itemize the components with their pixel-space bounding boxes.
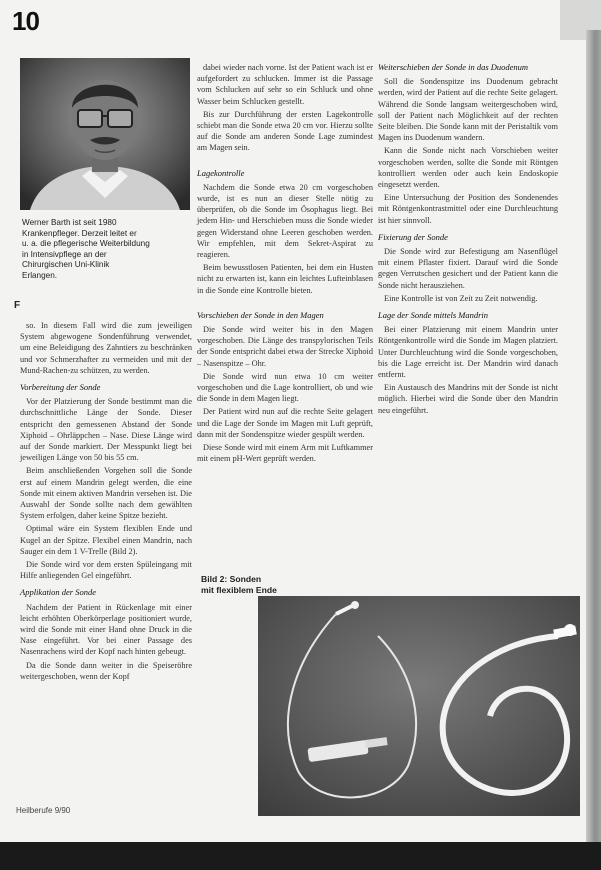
section-heading: Vorbereitung der Sonde [20, 382, 101, 393]
section-heading: Lagekontrolle [197, 167, 245, 178]
page-footer: Heilberufe 9/90 [16, 806, 71, 815]
text-column-3 [378, 62, 558, 418]
paragraph: Die Sonde wird zur Befestigung am Nasenflügel mit einem Pflaster fixiert. Darauf wird die Sonde gegen Verrutschen gesichert und der Patient kann die Sonde nicht herausziehen. [378, 247, 558, 290]
author-caption [22, 218, 186, 282]
text-column-2 [197, 62, 373, 467]
figure-caption [201, 574, 277, 595]
paragraph: Ein Austausch des Mandrins mit der Sonde ist nicht möglich. Hierbei wird die Sonde über den Mandrin neu eingeführt. [378, 383, 558, 415]
paragraph: Die Sonde wird weiter bis in den Magen vorgeschoben. Die Länge des transpylorischen Teils der Sonde entspricht dabei etwa der Strecke Xiphoid – Nasenspitze – Ohr. [197, 325, 373, 368]
paragraph: Optimal wäre ein System flexiblen Ende und Kugel an der Spitze. Flexibel einen Mandrin, nach Sauger ein dem 1 V-Trelle (Bild 2). [20, 524, 192, 556]
paragraph: Bei einer Platzierung mit einem Mandrin unter Röntgenkontrolle wird die Sonde im Magen platziert. Unter Durchleuchtung wird die Sonde vorgeschoben, bis die Lage erreicht ist. Der Mandrin wird danach entfernt. [378, 325, 558, 380]
paragraph: Eine Untersuchung der Position des Sondenendes mit Röntgenkontrastmittel oder eine Durchleuchtung ist hier sinnvoll. [378, 193, 558, 225]
paragraph: Vor der Platzierung der Sonde bestimmt man die durchschnittliche Länge der Sonde. Dieser entspricht den gemessenen Abstand der Sonde Xiphoid – Ohrläppchen – Nase. Diese Länge wird auf der Sonde markiert. Der Messpunkt liegt bei jeweiligen Länge von 50 bis 55 cm. [20, 397, 192, 463]
caption-line: Erlangen. [22, 270, 58, 280]
paragraph: Beim anschließenden Vorgehen soll die Sonde erst auf einem Mandrin gelegt werden, die eine Sonde mit einem aktiven Mandrin versehen ist. Die Auswahl der Sonde sollte nach dem gewählten System erfolgen, daher keine Spitze bezieht. [20, 466, 192, 521]
caption-line: in Intensivpflege an der [22, 249, 107, 259]
paragraph: Beim bewusstlosen Patienten, bei dem ein Husten nicht zu erwarten ist, kann ein leichtes Lufteinblasen in die Sonde eine Kontrolle bieten. [197, 263, 373, 295]
caption-line: u. a. die pflegerische Weiterbildung [22, 239, 150, 249]
paragraph: Bis zur Durchführung der ersten Lagekontrolle schiebt man die Sonde etwa 20 cm vor. Hierzu sollte auf die Sonde am anderen Sonde Lage zumindest am Magen sein. [197, 109, 373, 153]
caption-line: Werner Barth ist seit 1980 [22, 218, 117, 227]
paragraph: Soll die Sondenspitze ins Duodenum gebracht werden, wird der Patient auf die rechte Seite gelagert. Während die Sonde langsam weitergeschoben wird, soll der Patient nach Möglichkeit auf der rechten Seite bleiben. Die Sonde kann mit der Peristaltik vom Magen ins Duodenum wandern. [378, 77, 558, 143]
paragraph: Der Patient wird nun auf die rechte Seite gelagert und die Lage der Sonde im Magen mit Luft geprüft, dann mit der Sondenspitze wieder gespült werden. [197, 407, 373, 439]
figure-caption-line: mit flexiblem Ende [201, 584, 277, 595]
paragraph: Die Sonde wird nun etwa 10 cm weiter vorgeschoben und die Lage kontrolliert, ob und wie die Sonde in dem Magen liegt. [197, 371, 373, 404]
figure-caption-line: Bild 2: Sonden [201, 574, 262, 584]
tube-photo [258, 596, 580, 816]
section-heading: Applikation der Sonde [20, 587, 97, 598]
paragraph: Eine Kontrolle ist von Zeit zu Zeit notwendig. [384, 293, 538, 303]
text-column-1 [20, 320, 192, 684]
author-photo [20, 58, 190, 210]
paragraph: Nachdem die Sonde etwa 20 cm vorgeschoben wurde, ist es nun an dieser Stelle nötig zu überprüfen, ob die Sonde im Ösophagus liegt. Bei jedem Hin- und Herschieben muss die Sonde wieder gegen Widerstand ohne Leeren geschoben werden. Wir empfehlen, mit dem Sekret-Aspirat zu reagieren. [197, 182, 373, 260]
scan-edge-bottom [0, 842, 601, 870]
section-heading: Weiterschieben der Sonde in das Duodenum [378, 62, 529, 72]
page-number: 10 [12, 6, 39, 36]
paragraph-mark: F [14, 300, 21, 311]
section-heading: Lage der Sonde mittels Mandrin [378, 310, 489, 321]
paragraph: Diese Sonde wird mit einem Arm mit Luftkammer mit einem pH-Wert geprüft werden. [197, 443, 373, 464]
caption-line: Krankenpfleger. Derzeit leitet er [22, 228, 137, 238]
paragraph: dabei wieder nach vorne. Ist der Patient wach ist er aufgefordert zu schlucken. Immer ist die Passage vom Schlucken auf sehr so ein Schluck und ohne Wasser beim Schlucken gestellt. [197, 63, 373, 106]
section-heading: Vorschieben der Sonde in den Magen [197, 309, 324, 320]
paragraph: Nachdem der Patient in Rückenlage mit einer leicht erhöhten Oberkörperlage positioniert wurde, wird die Sonde mit einer Hand ohne Druck in die Nase eingeführt. Vor bei einer Passage des Nasenrachens wird der Kopf nach hinten gebeugt. [20, 602, 192, 657]
caption-line: Chirurgischen Uni-Klinik [22, 260, 110, 270]
paragraph: so. In diesem Fall wird die zum jeweiligen System abgewogene Sondenführung verwendet, um eine Beleidigung des Zahntiers zu beschränken und vor Schmerzhafter zu vermeiden und mit der Mund-Rachen-zu schützen, zu werden. [20, 321, 192, 375]
paragraph: Da die Sonde dann weiter in die Speiseröhre weitergeschoben, wenn der Kopf [20, 660, 192, 681]
paragraph: Die Sonde wird vor dem ersten Spüleingang mit Hilfe anliegenden Gel eingeführt. [20, 560, 192, 581]
section-heading: Fixierung der Sonde [378, 231, 448, 242]
paragraph: Kann die Sonde nicht nach Vorschieben weiter vorgeschoben werden, sollte die Sonde mit Röntgen kontrolliert werden oder auch kein Endoskopie eingesetzt werden. [378, 146, 558, 190]
scan-edge-right [586, 30, 601, 850]
